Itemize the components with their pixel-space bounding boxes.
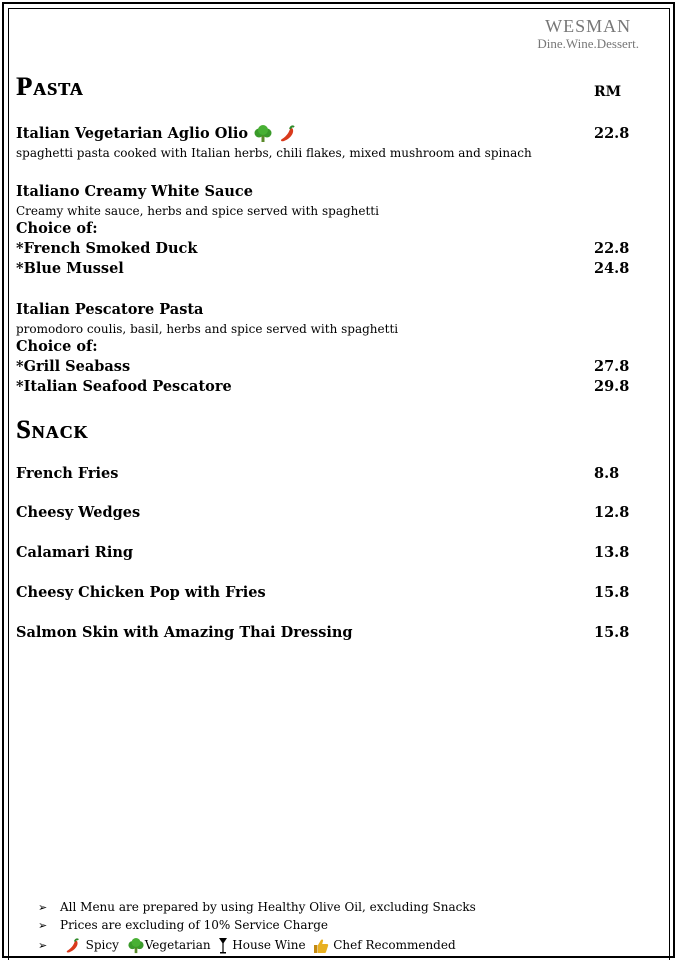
- note-item: [38, 916, 476, 934]
- vegetarian-icon: [253, 125, 273, 143]
- menu-item-description: Creamy white sauce, herbs and spice served with spaghetti: [16, 204, 379, 218]
- menu-item-label: Italian Vegetarian Aglio Olio: [16, 125, 249, 142]
- legend: [38, 936, 476, 954]
- brand-logo: [537, 16, 639, 52]
- section-title-snack: Snack: [16, 415, 89, 444]
- choice-item-price: 27.8: [594, 358, 630, 375]
- menu-item-label: Calamari Ring: [16, 544, 134, 561]
- legend-spicy-label: Spicy: [85, 938, 119, 952]
- menu-item-label: Salmon Skin with Amazing Thai Dressing: [16, 624, 353, 641]
- currency-label: RM: [594, 84, 622, 100]
- legend-house-wine-label: House Wine: [232, 938, 306, 952]
- choice-item-label: *Italian Seafood Pescatore: [16, 378, 232, 395]
- arrow-bullet-icon: ➢: [38, 939, 48, 952]
- section-title-pasta: Pasta: [16, 72, 84, 101]
- menu-item-price: 8.8: [594, 465, 620, 482]
- choice-item-price: 22.8: [594, 240, 630, 257]
- choice-label: Choice of:: [16, 220, 98, 237]
- choice-label: Choice of:: [16, 338, 98, 355]
- wine-glass-icon: [218, 937, 228, 955]
- menu-item-price: 13.8: [594, 544, 630, 561]
- menu-item-label: Italiano Creamy White Sauce: [16, 183, 253, 200]
- arrow-bullet-icon: ➢: [38, 901, 48, 914]
- spicy-icon: [278, 125, 298, 143]
- menu-item-price: 15.8: [594, 584, 630, 601]
- spicy-icon: [64, 938, 82, 954]
- menu-item-price: 12.8: [594, 504, 630, 521]
- menu-item-price: 22.8: [594, 125, 630, 142]
- vegetarian-icon: [127, 938, 145, 954]
- legend-chef-recommended-label: Chef Recommended: [333, 938, 456, 952]
- menu-item-description: promodoro coulis, basil, herbs and spice served with spaghetti: [16, 322, 399, 336]
- note-text: All Menu are prepared by using Healthy Olive Oil, excluding Snacks: [60, 900, 476, 914]
- choice-item-label: *French Smoked Duck: [16, 240, 198, 257]
- thumbs-up-icon: [313, 938, 329, 954]
- brand-tagline: Dine.Wine.Dessert.: [537, 36, 639, 51]
- note-text: Prices are excluding of 10% Service Charge: [60, 918, 329, 932]
- menu-item-description: spaghetti pasta cooked with Italian herbs, chili flakes, mixed mushroom and spinach: [16, 146, 532, 160]
- note-item: [38, 898, 476, 916]
- menu-item-label: Cheesy Chicken Pop with Fries: [16, 584, 266, 601]
- legend-vegetarian-label: Vegetarian: [144, 938, 211, 952]
- choice-item-label: *Grill Seabass: [16, 358, 131, 375]
- choice-item-label: *Blue Mussel: [16, 260, 124, 277]
- menu-item-name: [16, 125, 298, 143]
- arrow-bullet-icon: ➢: [38, 919, 48, 932]
- menu-item-label: Cheesy Wedges: [16, 504, 141, 521]
- choice-item-price: 29.8: [594, 378, 630, 395]
- choice-item-price: 24.8: [594, 260, 630, 277]
- menu-notes: [38, 898, 476, 954]
- menu-item-price: 15.8: [594, 624, 630, 641]
- menu-item-label: French Fries: [16, 465, 119, 482]
- brand-name: WESMAN: [545, 16, 632, 36]
- menu-item-label: Italian Pescatore Pasta: [16, 301, 204, 318]
